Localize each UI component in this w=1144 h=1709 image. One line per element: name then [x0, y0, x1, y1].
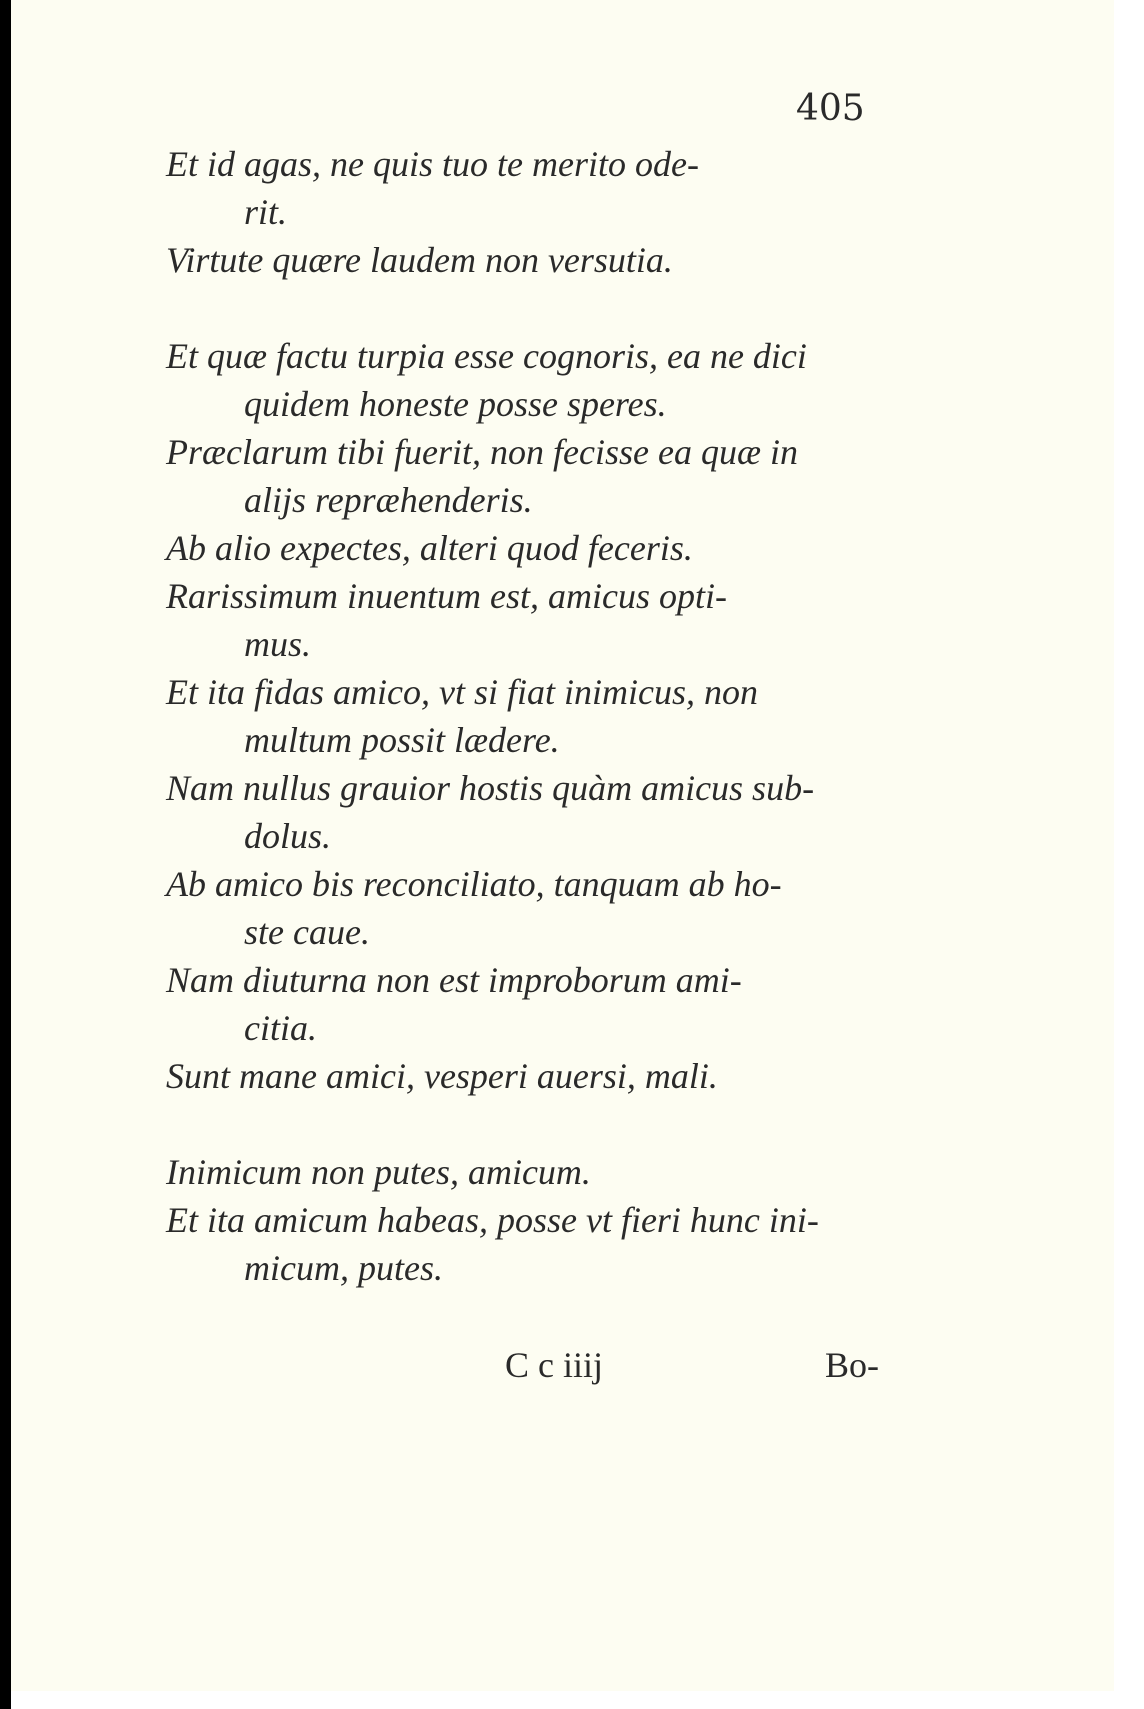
- text-line: multum possit lædere.: [244, 720, 560, 760]
- text-line: Et ita amicum habeas, posse vt fieri hunc ini-: [166, 1200, 819, 1240]
- text-line: quidem honeste posse speres.: [244, 384, 667, 424]
- scan-margin-right: [1114, 0, 1144, 1709]
- text-line: Et ita fidas amico, vt si fiat inimicus, non: [166, 672, 758, 712]
- text-line: Nam nullus grauior hostis quàm amicus sub-: [166, 768, 815, 808]
- text-line: Ab amico bis reconciliato, tanquam ab ho-: [166, 864, 782, 904]
- text-line: Et id agas, ne quis tuo te merito ode-: [166, 144, 699, 184]
- text-line: Virtute quære laudem non versutia.: [166, 240, 673, 280]
- text-line: rit.: [244, 192, 288, 232]
- text-line: Rarissimum inuentum est, amicus opti-: [166, 576, 727, 616]
- text-line: ste caue.: [244, 912, 370, 952]
- text-line: Ab alio expectes, alteri quod feceris.: [166, 528, 693, 568]
- text-line: mus.: [244, 624, 312, 664]
- signature-mark: C c iiij: [505, 1345, 603, 1385]
- text-line: dolus.: [244, 816, 332, 856]
- text-line: alijs repræhenderis.: [244, 480, 533, 520]
- text-line: citia.: [244, 1008, 317, 1048]
- paragraph-gap: [166, 284, 926, 332]
- text-line: Nam diuturna non est improborum ami-: [166, 960, 742, 1000]
- scan-margin-bottom: [11, 1691, 1144, 1709]
- text-line: Inimicum non putes, amicum.: [166, 1152, 591, 1192]
- page-number: 405: [796, 88, 865, 129]
- page-edge-shadow: [0, 0, 11, 1709]
- text-line: Et quæ factu turpia esse cognoris, ea ne dici: [166, 336, 807, 376]
- body-text: [166, 140, 926, 1292]
- text-line: Præclarum tibi fuerit, non fecisse ea quæ in: [166, 432, 798, 472]
- text-line: micum, putes.: [244, 1248, 443, 1288]
- catchword: Bo-: [825, 1345, 879, 1385]
- text-line: Sunt mane amici, vesperi auersi, mali.: [166, 1056, 718, 1096]
- paragraph-gap: [166, 1100, 926, 1148]
